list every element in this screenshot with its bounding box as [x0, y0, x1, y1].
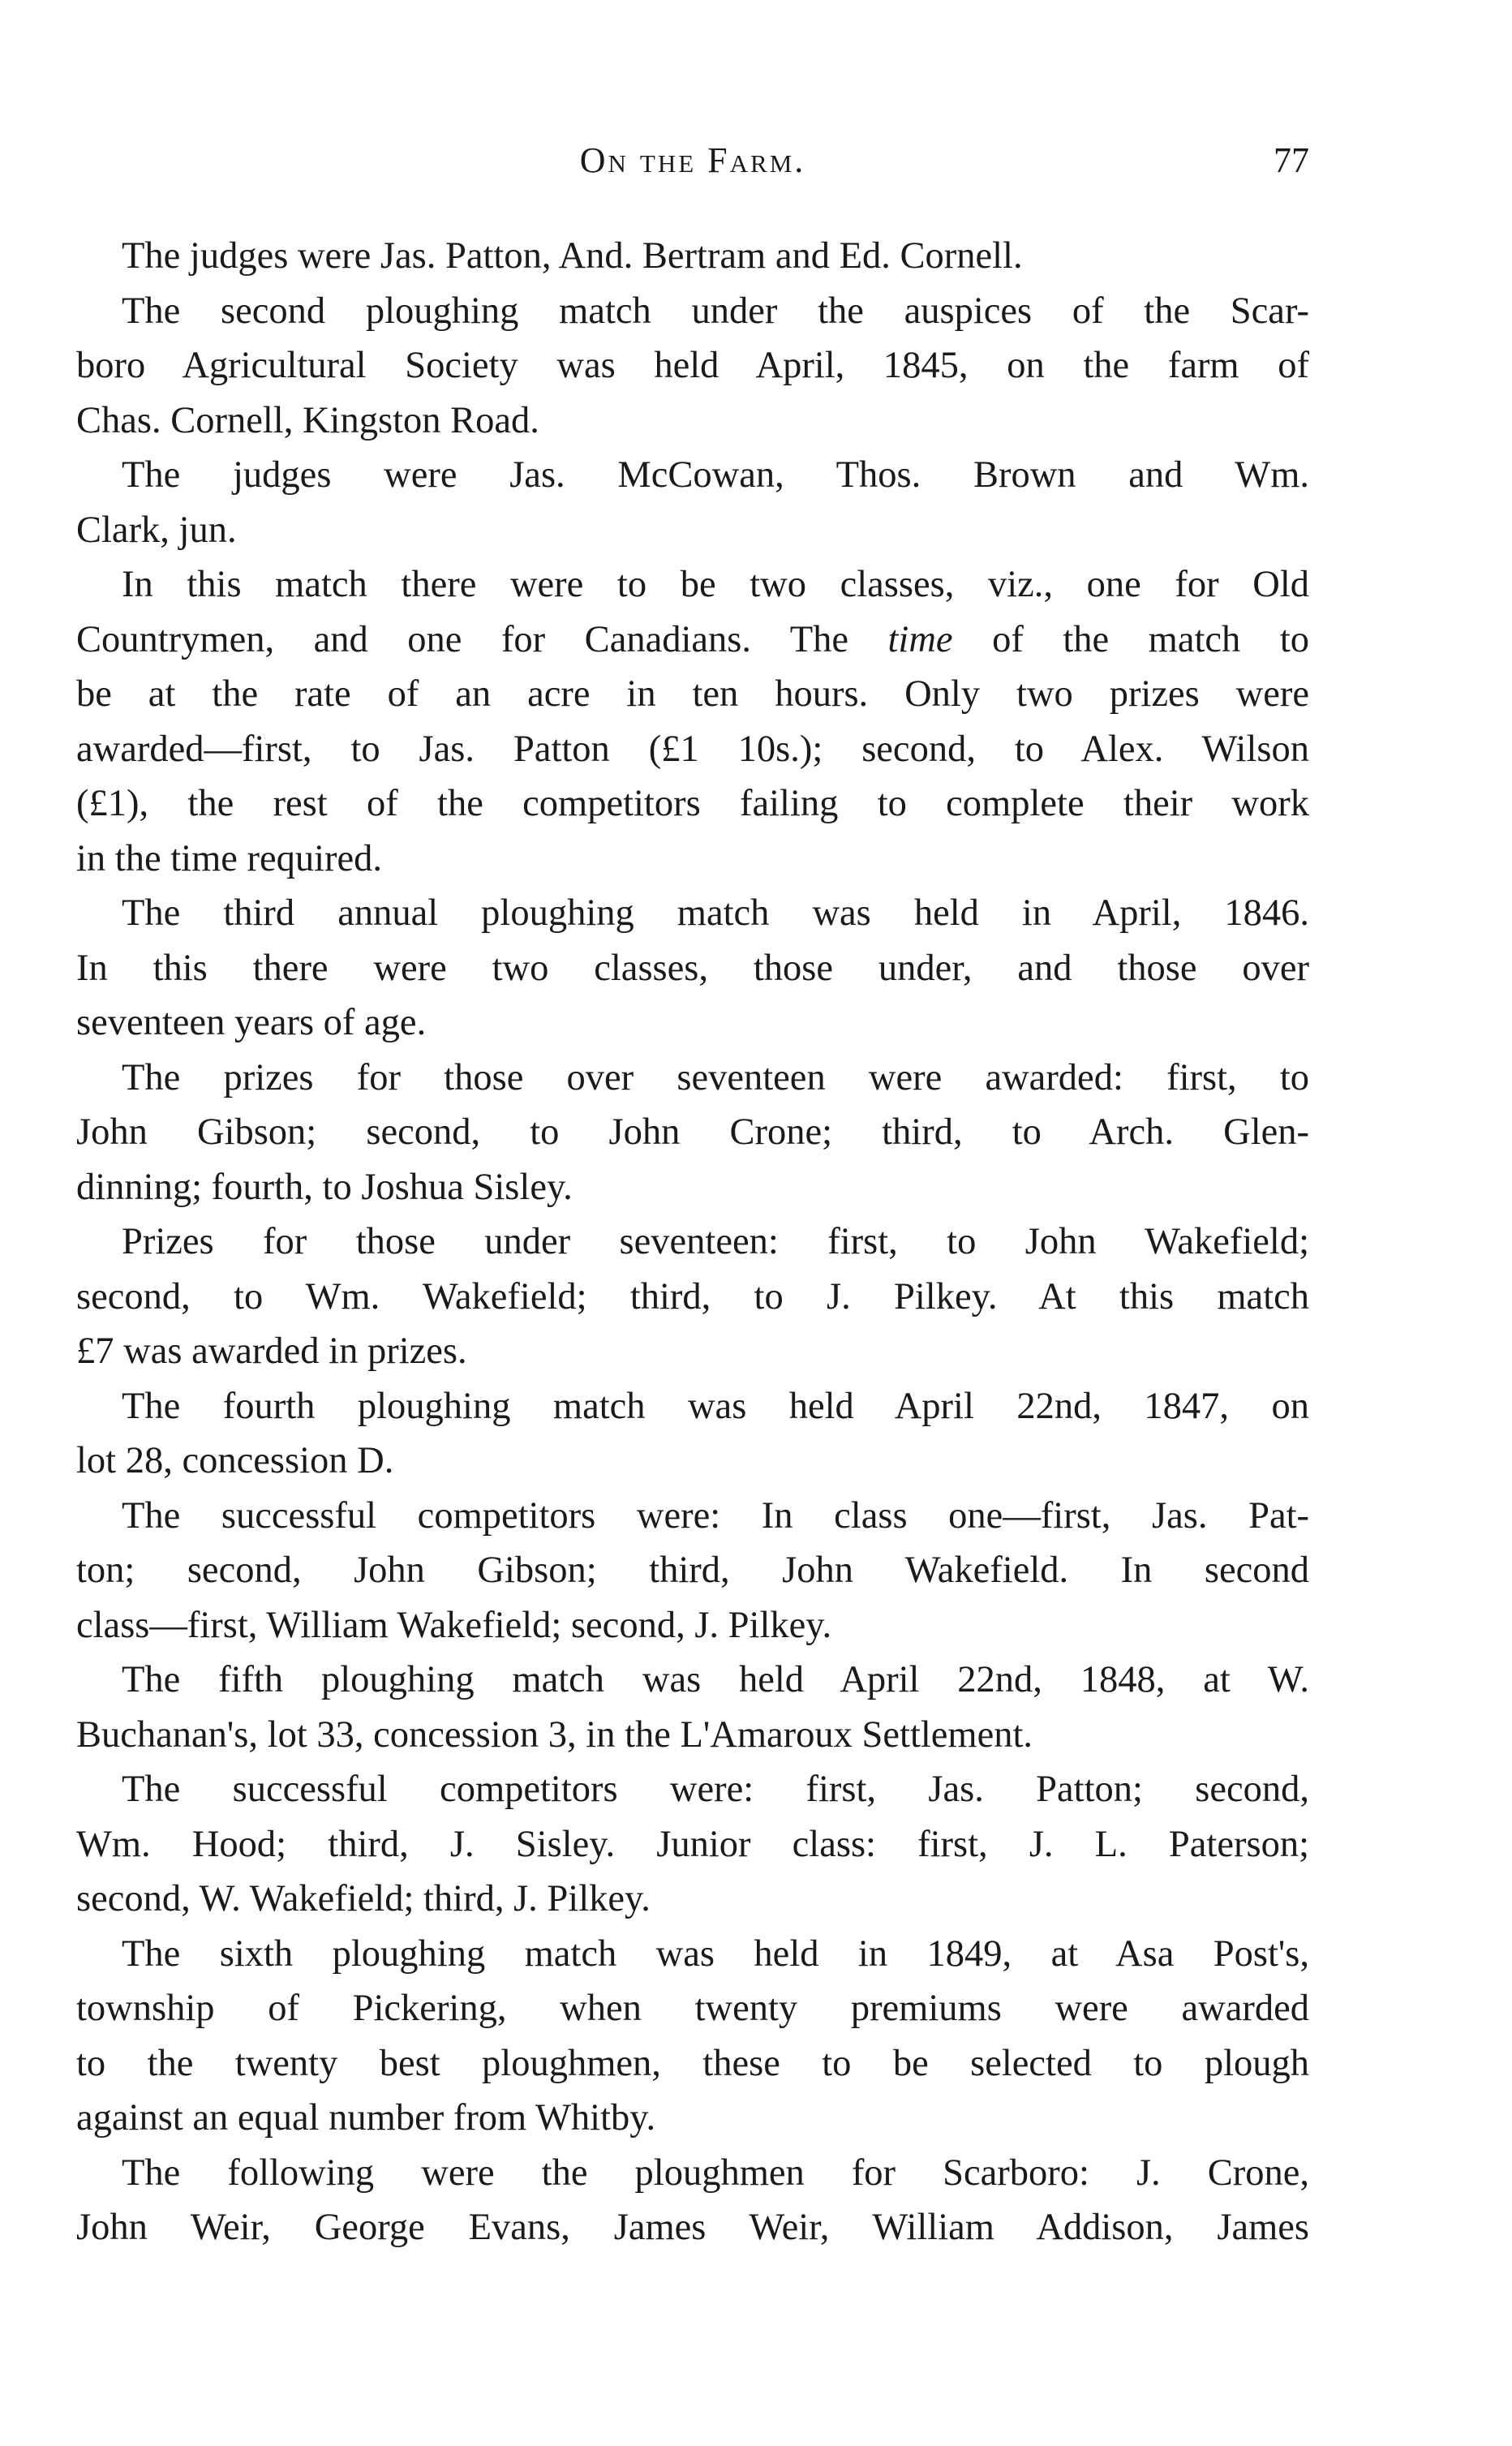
text-line: The prizes for those over seventeen were awarded: first, to [122, 1056, 1309, 1098]
page-header-title: On the Farm. [579, 140, 806, 180]
text-line: second, W. Wakefield; third, J. Pilkey. [76, 1878, 651, 1919]
text-line: dinning; fourth, to Joshua Sisley. [76, 1166, 573, 1208]
text-line: Chas. Cornell, Kingston Road. [76, 399, 539, 441]
paragraph [76, 1489, 1309, 1653]
paragraph [76, 1927, 1309, 2146]
emphasis: time [887, 618, 953, 660]
paragraph [76, 886, 1309, 1051]
text-line: Prizes for those under seventeen: first, to John Wakefield; [122, 1221, 1309, 1262]
paragraph [76, 2146, 1309, 2255]
text-line: John Weir, George Evans, James Weir, William Addison, James [76, 2207, 1309, 2248]
text-line: against an equal number from Whitby. [76, 2097, 656, 2139]
text-line: Buchanan's, lot 33, concession 3, in the L'Amaroux Settlement. [76, 1713, 1033, 1756]
text-line: to the twenty best ploughmen, these to be selected to plough [76, 2042, 1309, 2084]
text-line: The judges were Jas. Patton, And. Bertram and Ed. Cornell. [122, 235, 1023, 277]
paragraph [76, 229, 1309, 284]
text-line: Clark, jun. [76, 509, 237, 551]
text-line: The fourth ploughing match was held April 22nd, 1847, on [122, 1385, 1309, 1427]
running-head [76, 136, 1309, 185]
text-line: boro Agricultural Society was held April, 1845, on the farm of [76, 345, 1309, 386]
text-line: The successful competitors were: first, Jas. Patton; second, [122, 1769, 1309, 1810]
text-line: The judges were Jas. McCowan, Thos. Brown and Wm. [122, 454, 1309, 496]
paragraph [76, 1051, 1309, 1215]
text-line: seventeen years of age. [76, 1002, 427, 1043]
text-line: In this there were two classes, those under, and those over [76, 947, 1309, 989]
paragraph [76, 1653, 1309, 1762]
text-line: £7 was awarded in prizes. [76, 1330, 467, 1372]
text-line: The second ploughing match under the auspices of the Scar- [122, 290, 1309, 332]
text-line: be at the rate of an acre in ten hours. Only two prizes were [76, 673, 1309, 715]
page-number: 77 [1274, 140, 1309, 180]
paragraph [76, 1379, 1309, 1489]
paragraph [76, 1762, 1309, 1927]
text-line: lot 28, concession D. [76, 1440, 394, 1481]
text-line: John Gibson; second, to John Crone; third, to Arch. Glen- [76, 1111, 1309, 1153]
text-line: The third annual ploughing match was held in April, 1846. [122, 892, 1309, 934]
text-line: The fifth ploughing match was held April 22nd, 1848, at W. [122, 1659, 1309, 1700]
body-text [76, 229, 1309, 2255]
paragraph [76, 1214, 1309, 1379]
paragraph [76, 557, 1309, 886]
text-line: The successful competitors were: In class one—first, Jas. Pat- [122, 1494, 1309, 1537]
text-line: Wm. Hood; third, J. Sisley. Junior class: first, J. L. Paterson; [76, 1823, 1309, 1865]
text-line: The sixth ploughing match was held in 1849, at Asa Post's, [122, 1932, 1309, 1975]
text-line: class—first, William Wakefield; second, J. Pilkey. [76, 1604, 832, 1646]
text-line: Countrymen, and one for Canadians. The time of the match to [76, 618, 1309, 660]
paragraph [76, 448, 1309, 557]
text-line: ton; second, John Gibson; third, John Wakefield. In second [76, 1550, 1309, 1591]
text-line: in the time required. [76, 837, 383, 879]
text-line: township of Pickering, when twenty premiums were awarded [76, 1988, 1309, 2029]
text-line: The following were the ploughmen for Scarboro: J. Crone, [122, 2152, 1309, 2194]
text-line: awarded—first, to Jas. Patton (£1 10s.); second, to Alex. Wilson [76, 728, 1309, 770]
text-line: (£1), the rest of the competitors failing to complete their work [76, 783, 1309, 824]
text-line: second, to Wm. Wakefield; third, to J. Pilkey. At this match [76, 1275, 1309, 1318]
text-line: In this match there were to be two classes, viz., one for Old [122, 564, 1309, 605]
paragraph [76, 284, 1309, 449]
